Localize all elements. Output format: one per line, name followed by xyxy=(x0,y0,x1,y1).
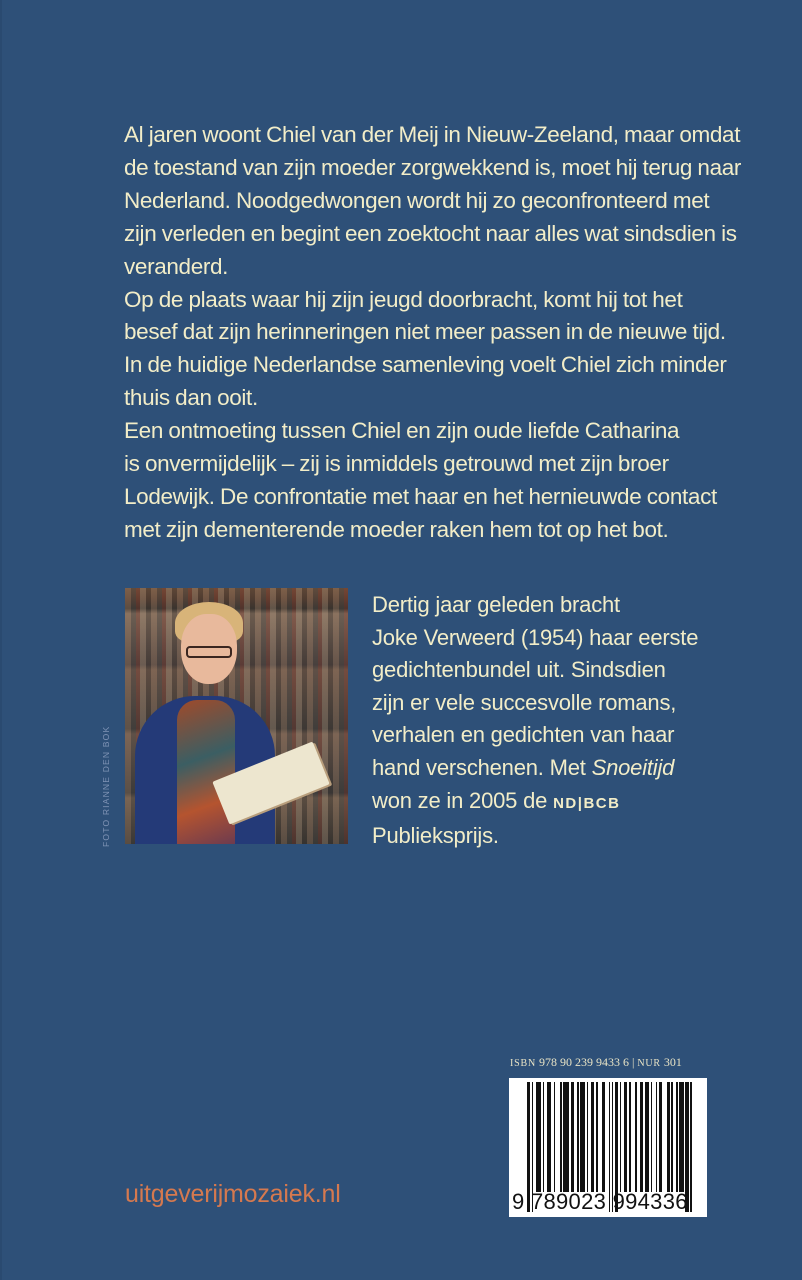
blurb-line: met zijn dementerende moeder raken hem tot op het bot. xyxy=(124,516,669,542)
bio-line xyxy=(372,785,792,821)
bio-line: zijn er vele succesvolle romans, xyxy=(372,689,677,715)
award-name: ND|BCB xyxy=(553,794,621,812)
publisher-website-link[interactable]: uitgeverijmozaiek.nl xyxy=(125,1180,341,1208)
isbn-separator: | xyxy=(631,1055,635,1069)
photo-credit: FOTO RIANNE DEN BOK xyxy=(101,725,111,847)
author-photo xyxy=(125,588,348,844)
bio-line: Publieksprijs. xyxy=(372,823,499,849)
bio-line: Joke Verweerd (1954) haar eerste xyxy=(372,624,699,650)
bio-line: gedichtenbundel uit. Sindsdien xyxy=(372,657,666,683)
blurb-line: Op de plaats waar hij zijn jeugd doorbracht, komt hij tot het xyxy=(124,286,683,312)
blurb-line: Lodewijk. De confrontatie met haar en het hernieuwde contact xyxy=(124,483,717,509)
bio-line xyxy=(372,752,792,785)
bio-text: won ze in 2005 de xyxy=(372,787,554,813)
blurb-line: Een ontmoeting tussen Chiel en zijn oude liefde Catharina xyxy=(124,418,680,444)
author-bio xyxy=(372,589,792,853)
blurb-line: zijn verleden en begint een zoektocht naar alles wat sindsdien is xyxy=(124,220,737,246)
blurb-line: Nederland. Noodgedwongen wordt hij zo geconfronteerd met xyxy=(124,187,710,213)
isbn-barcode xyxy=(509,1078,707,1217)
cover-left-edge xyxy=(0,0,2,1280)
blurb-line: veranderd. xyxy=(124,253,229,279)
isbn-nur-line xyxy=(510,1055,682,1070)
bio-line: verhalen en gedichten van haar xyxy=(372,722,675,748)
author-blouse xyxy=(177,700,235,844)
nur-label: NUR xyxy=(637,1058,661,1069)
blurb-line: thuis dan ooit. xyxy=(124,385,258,411)
nur-number: 301 xyxy=(663,1055,682,1069)
isbn-number: 978 90 239 9433 6 xyxy=(538,1055,629,1069)
glasses-icon xyxy=(186,646,232,658)
blurb-line: de toestand van zijn moeder zorgwekkend is, moet hij terug naar xyxy=(124,154,742,180)
bio-line: Dertig jaar geleden bracht xyxy=(372,592,620,617)
blurb-line: Al jaren woont Chiel van der Meij in Nieuw-Zeeland, maar omdat xyxy=(124,122,741,147)
book-title-snoeitijd: Snoeitijd xyxy=(591,754,675,780)
back-cover-blurb xyxy=(124,119,802,547)
blurb-line: is onvermijdelijk – zij is inmiddels getrouwd met zijn broer xyxy=(124,451,669,477)
bio-text: hand verschenen. Met xyxy=(372,754,592,780)
isbn-label: ISBN xyxy=(510,1058,536,1069)
barcode-gap xyxy=(692,1082,695,1192)
blurb-line: besef dat zijn herinneringen niet meer passen in de nieuwe tijd. xyxy=(124,319,726,345)
blurb-line: In de huidige Nederlandse samenleving voelt Chiel zich minder xyxy=(124,352,727,378)
barcode-digits: 9 789023 994336 xyxy=(512,1189,688,1214)
